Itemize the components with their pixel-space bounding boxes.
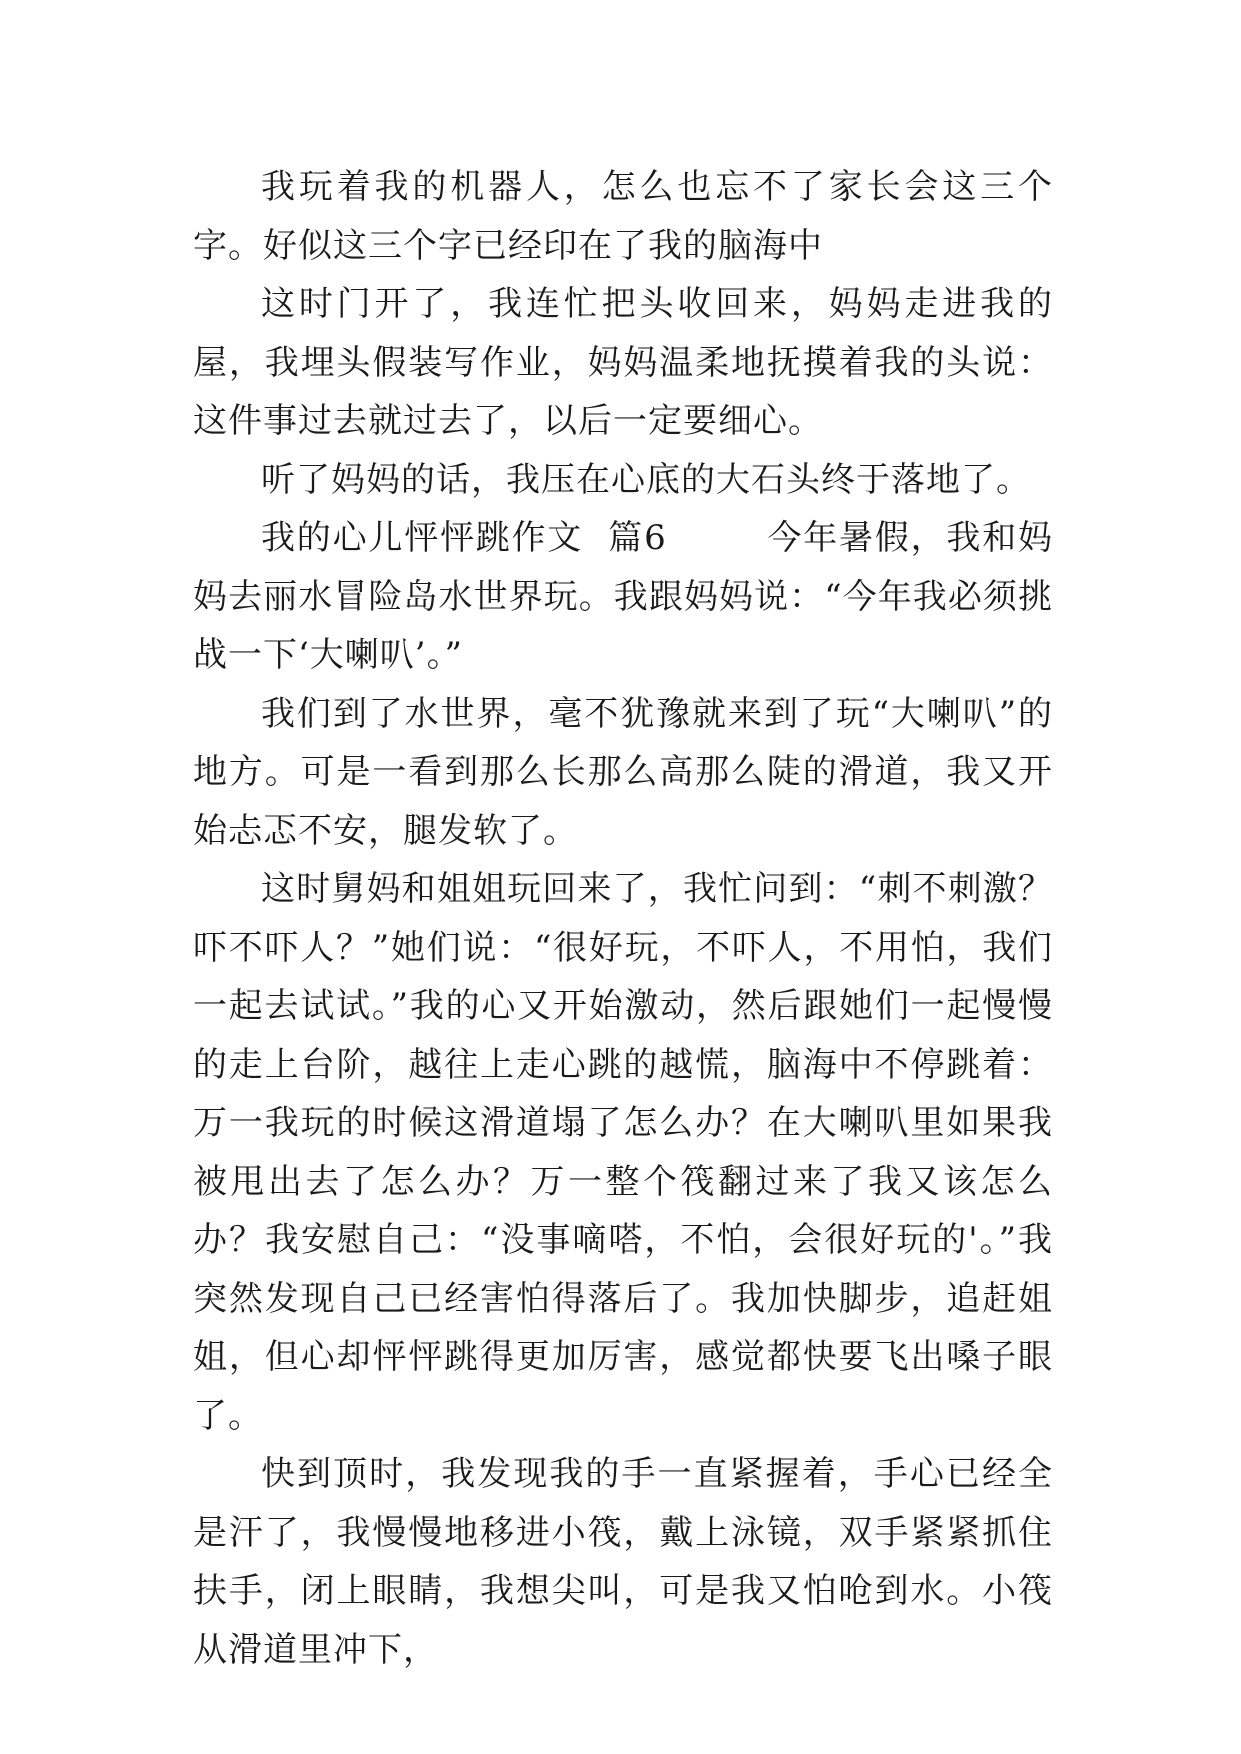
paragraph-2: 这时门开了，我连忙把头收回来，妈妈走进我的屋，我埋头假装写作业，妈妈温柔地抚摸着我的头说：这件事过去就过去了，以后一定要细心。	[193, 284, 1053, 441]
paragraph-3: 听了妈妈的话，我压在心底的大石头终于落地了。	[261, 459, 1031, 500]
paragraph-7: 快到顶时，我发现我的手一直紧握着，手心已经全是汗了，我慢慢地移进小筏，戴上泳镜，双手紧紧抓住扶手，闭上眼睛，我想尖叫，可是我又怕呛到水。小筏从滑道里冲下，	[193, 1454, 1053, 1670]
article-body	[193, 158, 1053, 1679]
paragraph-5: 我们到了水世界，毫不犹豫就来到了玩“大喇叭”的地方。可是一看到那么长那么高那么陡的滑道，我又开始忐忑不安，腿发软了。	[193, 693, 1053, 851]
paragraph-6: 这时舅妈和姐姐玩回来了，我忙问到：“刺不刺激？吓不吓人？”她们说：“很好玩，不吓人，不用怕，我们一起去试试。”我的心又开始激动，然后跟她们一起慢慢的走上台阶，越往上走心跳的越慌，脑海中不停跳着：万一我玩的时候这滑道塌了怎么办？在大喇叭里如果我被甩出去了怎么办？万一整个筏翻过来了我又该怎么办？我安慰自己：“没事嘀嗒，不怕，会很好玩的'。”我突然发现自己已经害怕得落后了。我加快脚步，追赶姐姐，但心却怦怦跳得更加厉害，感觉都快要飞出嗓子眼了。	[193, 869, 1053, 1436]
paragraph-4: 我的心儿怦怦跳作文 篇6 今年暑假，我和妈妈去丽水冒险岛水世界玩。我跟妈妈说：“今年我必须挑战一下‘大喇叭’。”	[193, 518, 1053, 675]
paragraph-1: 我玩着我的机器人，怎么也忘不了家长会这三个字。好似这三个字已经印在了我的脑海中	[193, 167, 1053, 266]
